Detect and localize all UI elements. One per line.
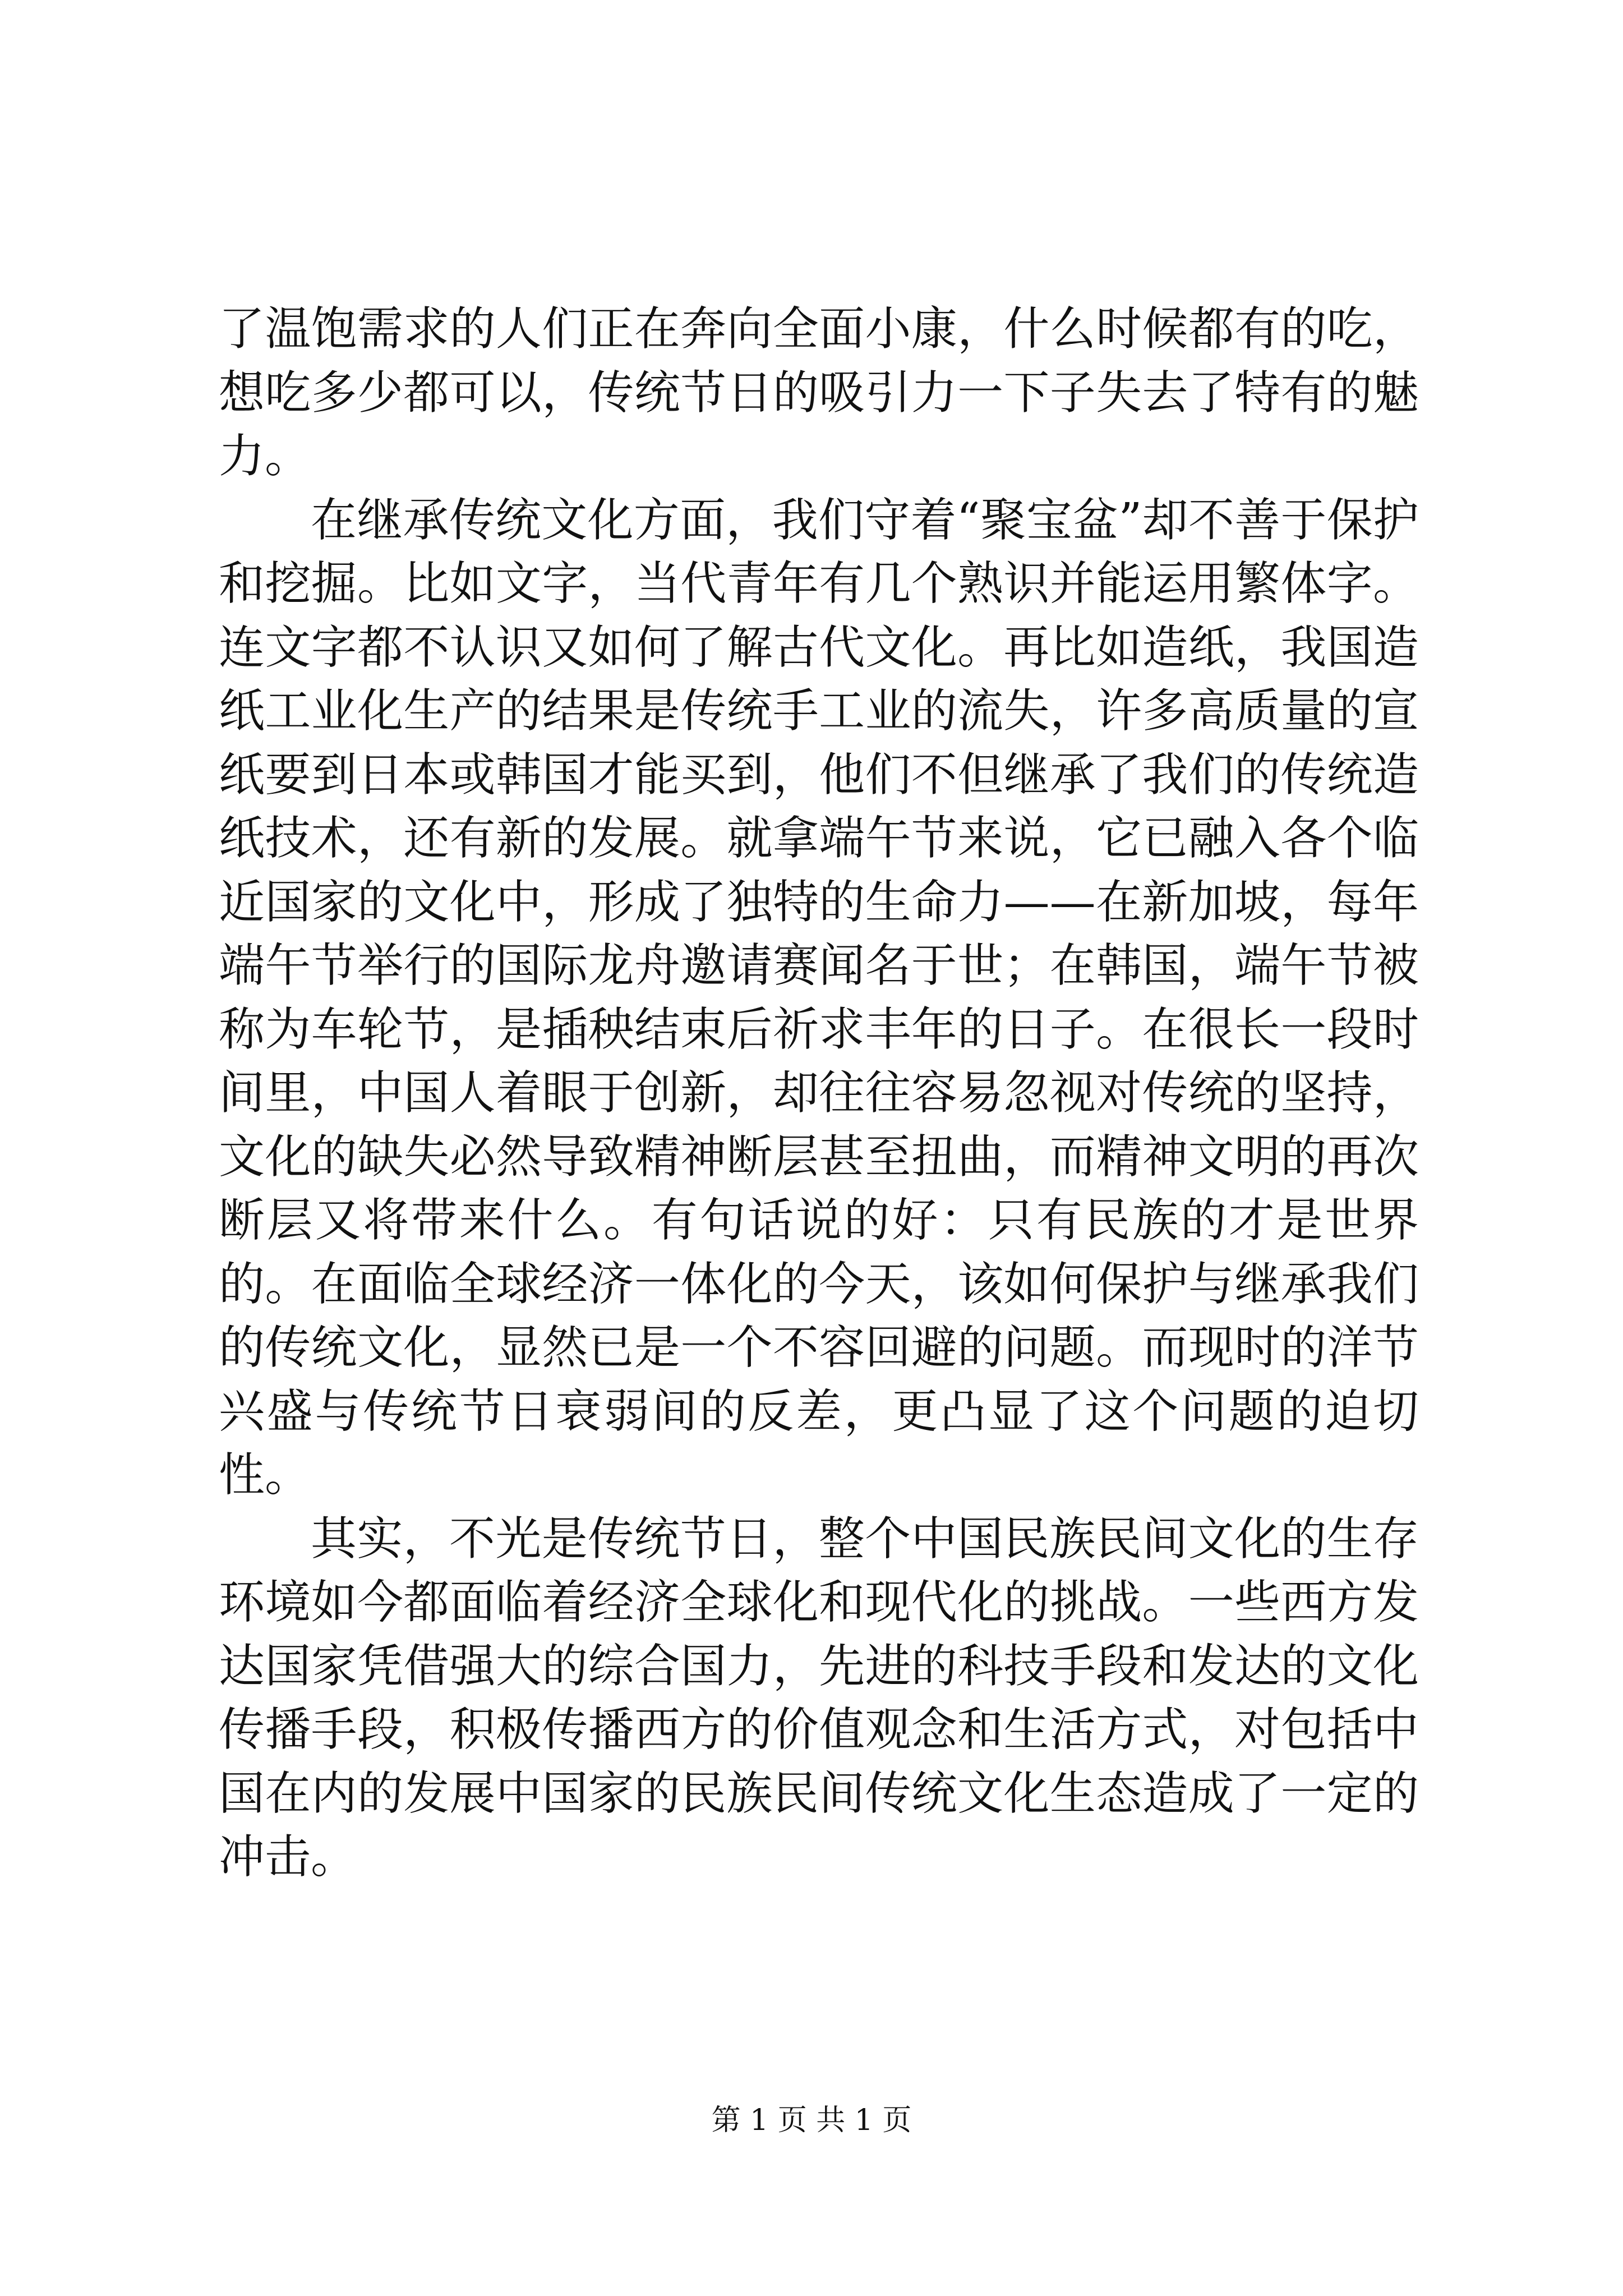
paragraph-globalization: 其实，不光是传统节日，整个中国民族民间文化的生存环境如今都面临着经济全球化和现代化的挑战。一些西方发达国家凭借强大的综合国力，先进的科技手段和发达的文化传播手段，积极传播西方的价值观念和生活方式，对包括中国在内的发展中国家的民族民间传统文化生态造成了一定的冲击。 (219, 1512, 1419, 1884)
body-text (219, 297, 1419, 1889)
paragraph-continuation: 了温饱需求的人们正在奔向全面小康，什么时候都有的吃，想吃多少都可以，传统节日的吸引力一下子失去了特有的魅力。 (219, 302, 1419, 483)
page-number-footer: 第 1 页 共 1 页 (711, 2104, 912, 2137)
paragraph-inheritance: 在继承传统文化方面，我们守着“聚宝盆”却不善于保护和挖掘。比如文字，当代青年有几个熟识并能运用繁体字。连文字都不认识又如何了解古代文化。再比如造纸，我国造纸工业化生产的结果是传统手工业的流失，许多高质量的宣纸要到日本或韩国才能买到，他们不但继承了我们的传统造纸技术，还有新的发展。就拿端午节来说，它已融入各个临近国家的文化中，形成了独特的生命力——在新加坡，每年端午节举行的国际龙舟邀请赛闻名于世；在韩国，端午节被称为车轮节，是插秧结束后祈求丰年的日子。在很长一段时间里，中国人着眼于创新，却往往容易忽视对传统的坚持，文化的缺失必然导致精神断层甚至扭曲，而精神文明的再次断层又将带来什么。有句话说的好：只有民族的才是世界的。在面临全球经济一体化的今天，该如何保护与继承我们的传统文化，显然已是一个不容回避的问题。而现时的洋节兴盛与传统节日衰弱间的反差，更凸显了这个问题的迫切性。 (219, 493, 1419, 1502)
